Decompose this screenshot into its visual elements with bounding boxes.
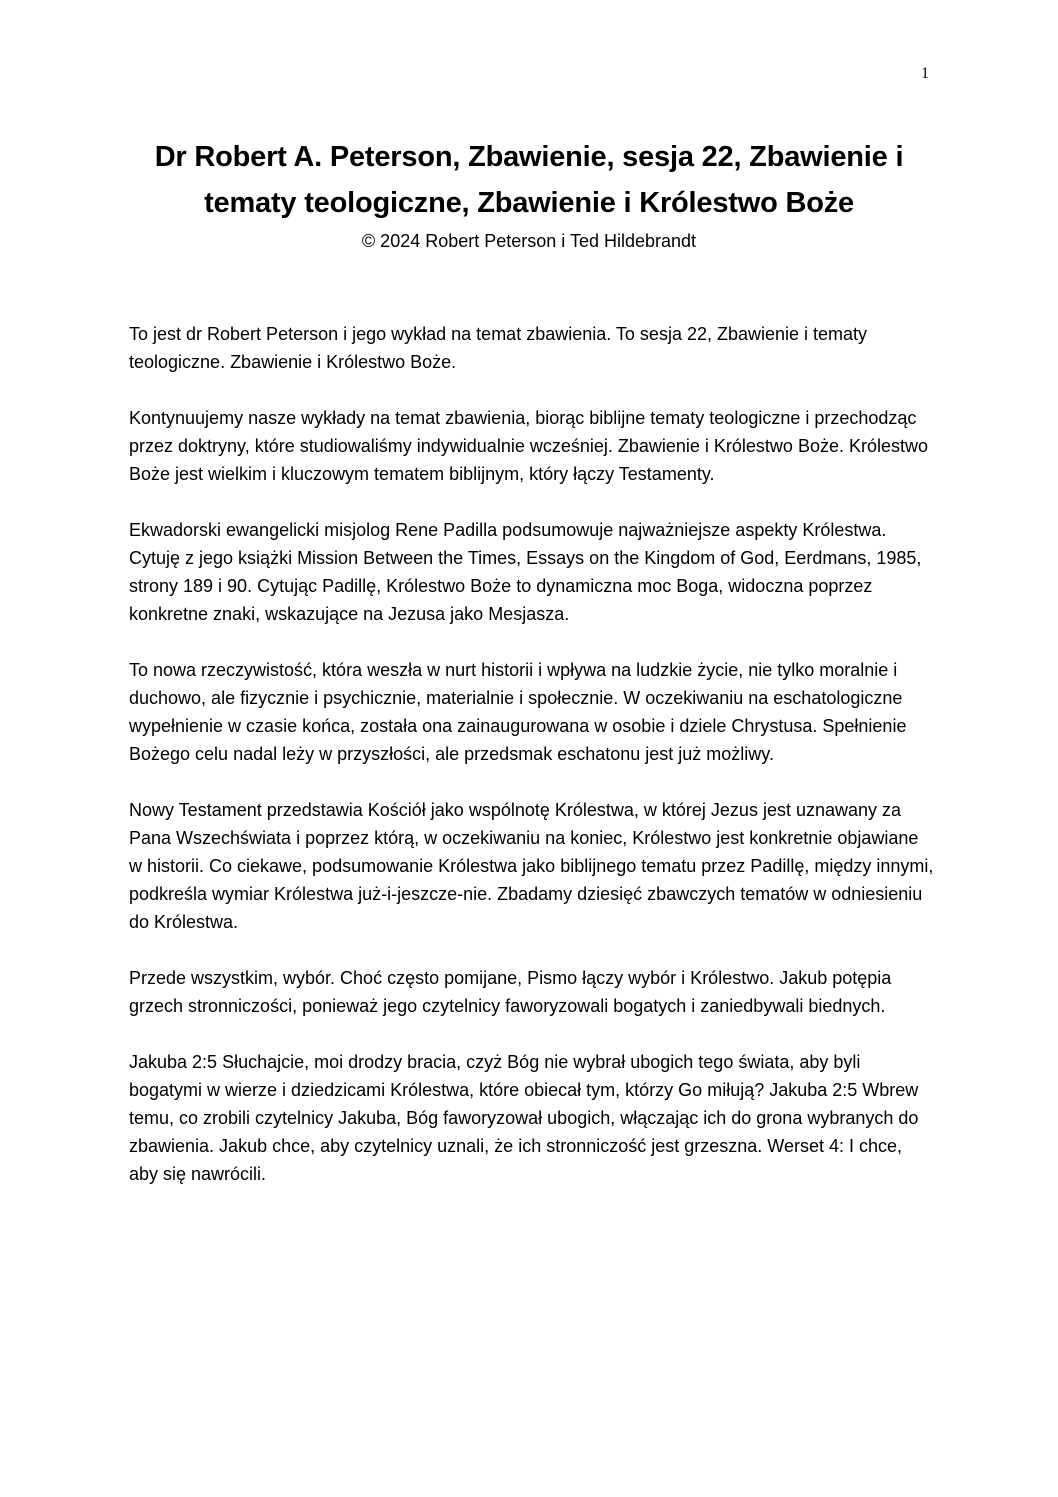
paragraph-3: Ekwadorski ewangelicki misjolog Rene Padilla podsumowuje najważniejsze aspekty Królestwa. Cytuję z jego książki Mission Between the Times, Essays on the Kingdom of God, Eerdmans, 1985, strony 189 i 90. Cytując Padillę, Królestwo Boże to dynamiczna moc Boga, widoczna poprzez konkretne znaki, wskazujące na Jezusa jako Mesjasza. — [129, 520, 922, 624]
copyright-line: © 2024 Robert Peterson i Ted Hildebrandt — [361, 231, 697, 251]
paragraph-4: To nowa rzeczywistość, która weszła w nurt historii i wpływa na ludzkie życie, nie tylko moralnie i duchowo, ale fizycznie i psychicznie, materialnie i społecznie. W oczekiwaniu na eschatologiczne wypełnienie w czasie końca, została ona zainaugurowana w osobie i dziele Chrystusa. Spełnienie Bożego celu nadal leży w przyszłości, ale przedsmak eschatonu jest już możliwy. — [129, 660, 907, 764]
document-header — [129, 134, 929, 254]
document-title: Dr Robert A. Peterson, Zbawienie, sesja 22, Zbawienie i tematy teologiczne, Zbawienie i Królestwo Boże — [154, 141, 904, 219]
paragraph-5: Nowy Testament przedstawia Kościół jako wspólnotę Królestwa, w której Jezus jest uznawany za Pana Wszechświata i poprzez którą, w oczekiwaniu na koniec, Królestwo jest konkretnie objawiane w historii. Co ciekawe, podsumowanie Królestwa jako biblijnego tematu przez Padillę, między innymi, podkreśla wymiar Królestwa już-i-jeszcze-nie. Zbadamy dziesięć zbawczych tematów w odniesieniu do Królestwa. — [129, 800, 934, 932]
paragraph-6: Przede wszystkim, wybór. Choć często pomijane, Pismo łączy wybór i Królestwo. Jakub potępia grzech stronniczości, ponieważ jego czytelnicy faworyzowali bogatych i zaniedbywali biednych. — [129, 968, 892, 1016]
paragraph-2: Kontynuujemy nasze wykłady na temat zbawienia, biorąc biblijne tematy teologiczne i przechodząc przez doktryny, które studiowaliśmy indywidualnie wcześniej. Zbawienie i Królestwo Boże. Królestwo Boże jest wielkim i kluczowym tematem biblijnym, który łączy Testamenty. — [129, 408, 929, 484]
page-number: 1 — [921, 65, 929, 82]
paragraph-1: To jest dr Robert Peterson i jego wykład na temat zbawienia. To sesja 22, Zbawienie i tematy teologiczne. Zbawienie i Królestwo Boże. — [129, 324, 868, 372]
paragraph-7: Jakuba 2:5 Słuchajcie, moi drodzy bracia, czyż Bóg nie wybrał ubogich tego świata, aby byli bogatymi w wierze i dziedzicami Królestwa, które obiecał tym, którzy Go miłują? Jakuba 2:5 Wbrew temu, co zrobili czytelnicy Jakuba, Bóg faworyzował ubogich, włączając ich do grona wybranych do zbawienia. Jakub chce, aby czytelnicy uznali, że ich stronniczość jest grzeszna. Werset 4: I chce, aby się nawrócili. — [129, 1052, 919, 1184]
document-body — [129, 320, 934, 1216]
